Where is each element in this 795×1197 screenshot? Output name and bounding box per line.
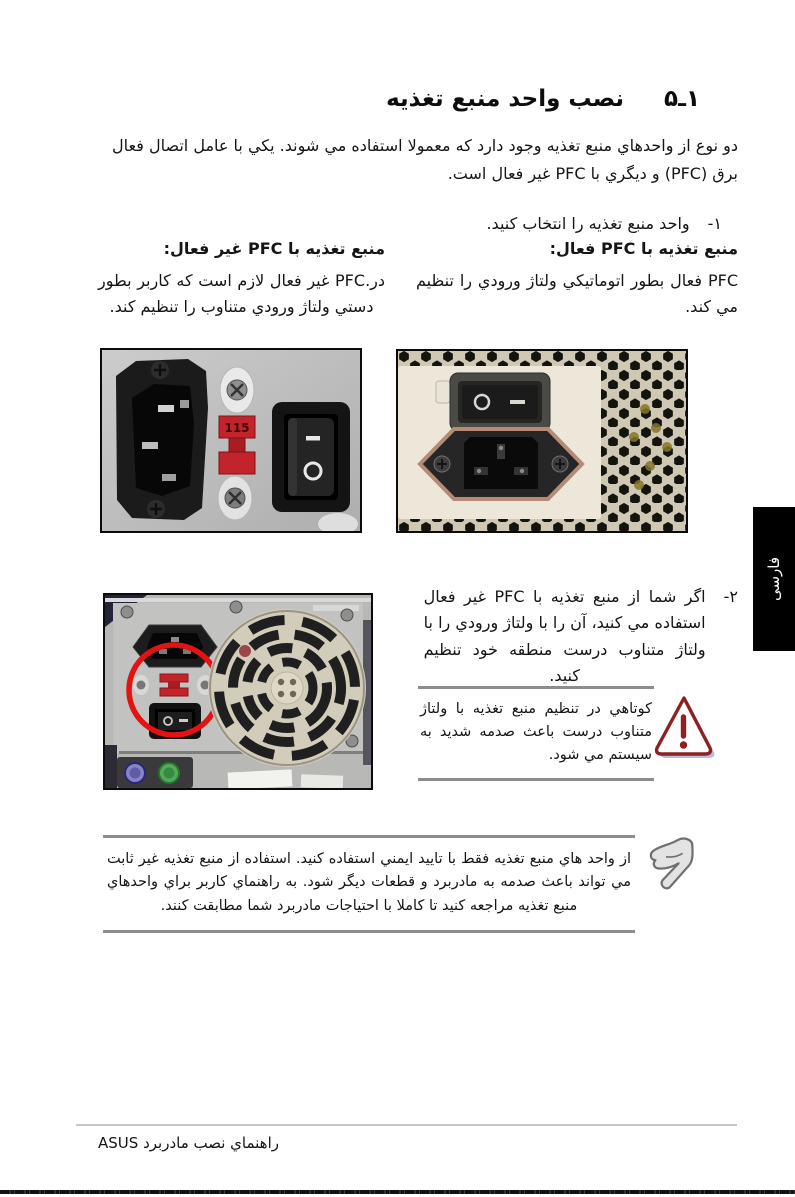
c14-inlet <box>116 359 208 520</box>
step-2-text: اگر شما از منبع تغذيه با PFC غير فعال استفاده مي كنيد، آن را با ولتاژ ورودي را با ولتاژ متناوب درست منطقه خود تنظيم كنيد. <box>423 587 706 686</box>
passive-pfc-body: در.PFC غير فعال لازم است كه كاربر بطور دستي ولتاژ ورودي متناوب را تنظيم كند. <box>98 271 385 316</box>
warning-triangle-icon <box>653 694 715 768</box>
passive-pfc-heading: منبع تغذيه با PFC غير فعال: <box>163 239 385 258</box>
footer-divider <box>76 1124 737 1126</box>
ps2-ports <box>117 757 193 788</box>
language-tab-label: فارسی <box>765 556 783 602</box>
page-bottom-edge <box>0 1190 795 1194</box>
page-title: نصب واحد منبع تغذيه <box>386 86 625 112</box>
step-2-marker: ۲- <box>723 587 738 606</box>
rocker-switch <box>436 373 550 431</box>
footer-text: راهنماي نصب مادربرد ASUS <box>98 1134 280 1152</box>
photo-installed-psu <box>103 593 373 790</box>
rocker-switch <box>272 402 350 512</box>
note-box: از واحد هاي منبع تغذيه فقط با تاييد ايمني استفاده كنيد. استفاده از منبع تغذيه غير ثابت مي تواند باعث صدمه به مادربرد و قطعات ديگر شود. به راهنماي كاربر براي واحدهاي منبع تغذيه مراجعه كنيد تا كاملا با احتياجات مادربرد شما مطابقت كنند. <box>103 835 635 933</box>
rocker-on-mark <box>306 436 320 441</box>
photo-installed-psu-graphic <box>105 595 371 788</box>
step-1 <box>486 211 722 237</box>
section-heading <box>386 86 700 112</box>
photo-non-pfc-psu-graphic <box>102 350 360 531</box>
rocker-on-mark <box>510 400 525 404</box>
photo-active-pfc-psu-graphic <box>398 351 686 531</box>
language-tab-farsi <box>753 507 795 651</box>
voltage-switch-label: 115 <box>224 421 250 435</box>
warning-box: كوتاهي در تنظيم منبع تغذيه با ولتاژ متناوب درست باعث صدمه شديد به سيستم مي شود. <box>418 686 654 781</box>
fan-grille <box>208 609 366 767</box>
active-pfc-heading: منبع تغذيه با PFC فعال: <box>549 239 738 258</box>
photo-active-pfc-psu <box>396 349 688 533</box>
section-number: ۱ـ۵ <box>664 86 700 112</box>
step-1-text: واحد منبع تغذيه را انتخاب كنيد. <box>486 214 690 233</box>
c14-inlet <box>420 429 582 499</box>
active-pfc-body: PFC فعال بطور اتوماتيكي ولتاژ ورودي را تنظيم مي كند. <box>416 271 738 316</box>
photo-non-pfc-psu <box>100 348 362 533</box>
step-2 <box>424 584 738 690</box>
intro-paragraph: دو نوع از واحدهاي منبع تغذيه وجود دارد كه معمولا استفاده مي شوند. يكي با عامل اتصال فعال برق (PFC) و ديگري با PFC غير فعال است. <box>112 136 738 183</box>
pointing-hand-icon <box>633 832 709 900</box>
step-1-marker: ۱- <box>707 214 722 233</box>
